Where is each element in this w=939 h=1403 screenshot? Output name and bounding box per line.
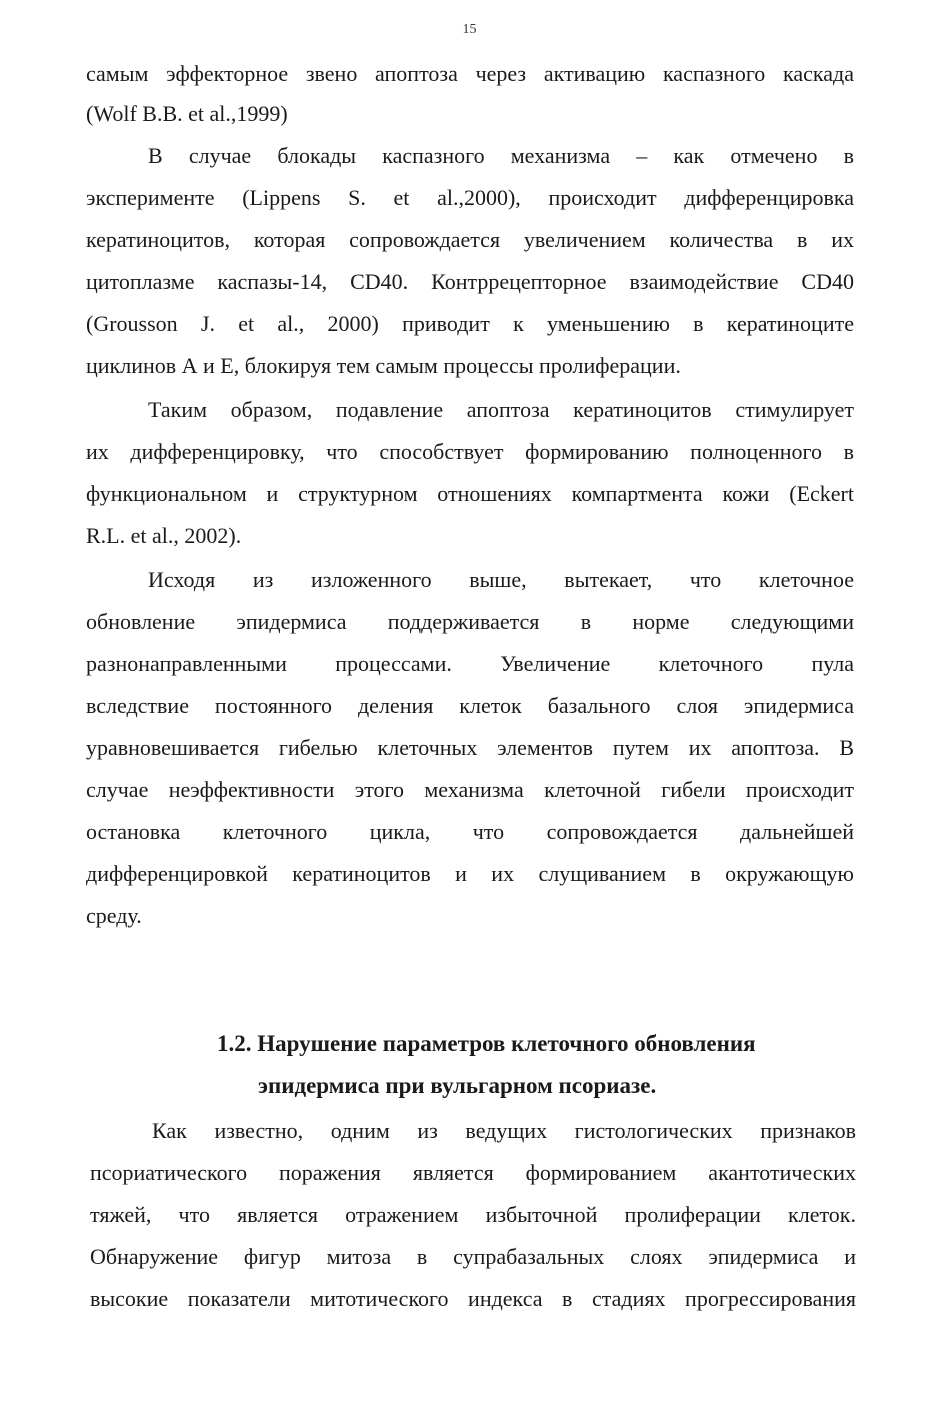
text-line: функциональном и структурном отношениях компартмента кожи (Eckert	[86, 481, 854, 506]
text-line: случае неэффективности этого механизма клеточной гибели происходит	[86, 777, 854, 802]
text-line: уравновешивается гибелью клеточных элементов путем их апоптоза. В	[86, 735, 854, 760]
text-line: Исходя из изложенного выше, вытекает, что клеточное	[148, 567, 854, 592]
text-line: вследствие постоянного деления клеток базального слоя эпидермиса	[86, 693, 854, 718]
text-line: дифференцировкой кератиноцитов и их слущиванием в окружающую	[86, 861, 854, 886]
text-line: остановка клеточного цикла, что сопровождается дальнейшей	[86, 819, 854, 844]
text-line: самым эффекторное звено апоптоза через активацию каспазного каскада	[86, 61, 854, 86]
text-line: (Wolf B.B. et al.,1999)	[86, 101, 288, 126]
text-line: среду.	[86, 903, 142, 928]
text-line: тяжей, что является отражением избыточной пролиферации клеток.	[90, 1202, 856, 1227]
text-line: В случае блокады каспазного механизма – как отмечено в	[148, 143, 854, 168]
text-line: эксперименте (Lippens S. et al.,2000), происходит дифференцировка	[86, 185, 854, 210]
section-heading: 1.2. Нарушение параметров клеточного обновления	[217, 1031, 756, 1056]
text-line: Обнаружение фигур митоза в супрабазальных слоях эпидермиса и	[90, 1244, 856, 1269]
text-line: кератиноцитов, которая сопровождается увеличением количества в их	[86, 227, 854, 252]
text-line: псориатического поражения является формированием акантотических	[90, 1160, 856, 1185]
text-line: R.L. et al., 2002).	[86, 523, 242, 548]
text-line: обновление эпидермиса поддерживается в норме следующими	[86, 609, 854, 634]
section-heading: эпидермиса при вульгарном псориазе.	[258, 1073, 657, 1098]
text-line: циклинов А и Е, блокируя тем самым процессы пролиферации.	[86, 353, 681, 378]
page-number: 15	[462, 22, 477, 37]
text-line: цитоплазме каспазы-14, CD40. Контррецепторное взаимодействие CD40	[86, 269, 854, 294]
text-line: (Grousson J. et al., 2000) приводит к уменьшению в кератиноците	[86, 311, 854, 336]
text-line: Как известно, одним из ведущих гистологических признаков	[152, 1118, 856, 1143]
text-line: высокие показатели митотического индекса в стадиях прогрессирования	[90, 1286, 856, 1311]
text-line: их дифференцировку, что способствует формированию полноценного в	[86, 439, 854, 464]
text-line: Таким образом, подавление апоптоза кератиноцитов стимулирует	[148, 397, 854, 422]
text-line: разнонаправленными процессами. Увеличение клеточного пула	[86, 651, 854, 676]
